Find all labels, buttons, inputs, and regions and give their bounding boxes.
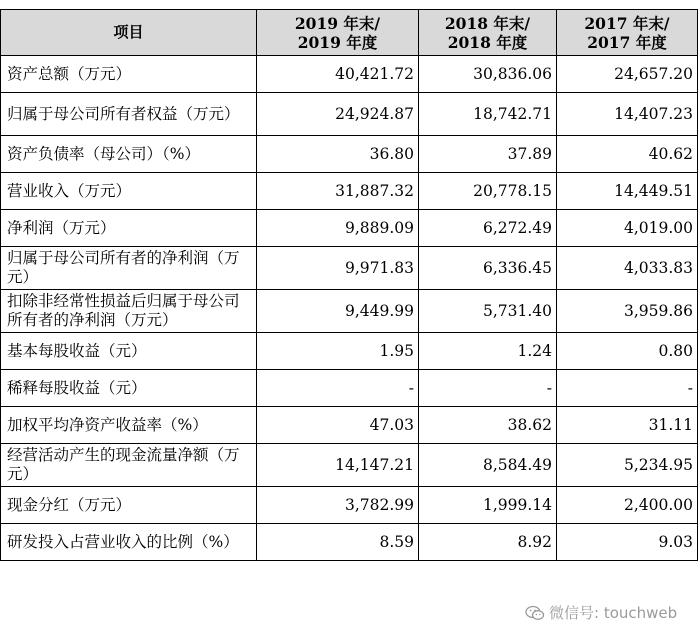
value-2018: 6,272.49 xyxy=(419,210,557,247)
value-2019: 8.59 xyxy=(257,524,419,561)
header-2017 xyxy=(557,10,698,56)
row-label: 加权平均净资产收益率（%） xyxy=(1,407,257,444)
header-2019-line1: 2019 年末/ xyxy=(294,13,381,33)
value-2018: 5,731.40 xyxy=(419,290,557,333)
value-2019: 9,449.99 xyxy=(257,290,419,333)
row-label: 经营活动产生的现金流量净额（万元） xyxy=(1,444,257,487)
value-2019: 1.95 xyxy=(257,333,419,370)
row-label: 扣除非经常性损益后归属于母公司所有者的净利润（万元） xyxy=(1,290,257,333)
value-2019: 9,971.83 xyxy=(257,247,419,290)
value-2019: 40,421.72 xyxy=(257,56,419,93)
value-2017: 31.11 xyxy=(557,407,698,444)
value-2019: 31,887.32 xyxy=(257,173,419,210)
value-2019: 24,924.87 xyxy=(257,93,419,136)
header-2018-line2: 2018 年度 xyxy=(447,32,528,52)
value-2017: 9.03 xyxy=(557,524,698,561)
value-2018: 8.92 xyxy=(419,524,557,561)
row-label: 归属于母公司所有者的净利润（万元） xyxy=(1,247,257,290)
table-row xyxy=(1,56,698,93)
value-2017: 3,959.86 xyxy=(557,290,698,333)
value-2019: 14,147.21 xyxy=(257,444,419,487)
table-header-row xyxy=(1,10,698,56)
table-row xyxy=(1,407,698,444)
header-2017-line1: 2017 年末/ xyxy=(584,13,670,33)
value-2019: 3,782.99 xyxy=(257,487,419,524)
table-row xyxy=(1,136,698,173)
table-row xyxy=(1,93,698,136)
value-2018: 30,836.06 xyxy=(419,56,557,93)
row-label: 研发投入占营业收入的比例（%） xyxy=(1,524,257,561)
table-row xyxy=(1,444,698,487)
value-2017: 4,033.83 xyxy=(557,247,698,290)
header-2019 xyxy=(257,10,419,56)
header-item: 项目 xyxy=(1,10,257,56)
value-2018: 20,778.15 xyxy=(419,173,557,210)
row-label: 基本每股收益（元） xyxy=(1,333,257,370)
value-2019: 36.80 xyxy=(257,136,419,173)
value-2018: 18,742.71 xyxy=(419,93,557,136)
row-label: 稀释每股收益（元） xyxy=(1,370,257,407)
value-2018: 1.24 xyxy=(419,333,557,370)
header-2018-line1: 2018 年末/ xyxy=(444,13,531,33)
value-2017: 40.62 xyxy=(557,136,698,173)
value-2017: 0.80 xyxy=(557,333,698,370)
table-row xyxy=(1,290,698,333)
table-row xyxy=(1,487,698,524)
row-label: 资产总额（万元） xyxy=(1,56,257,93)
financial-table xyxy=(0,9,698,561)
wechat-icon xyxy=(525,605,545,621)
value-2017: 14,449.51 xyxy=(557,173,698,210)
value-2018: - xyxy=(419,370,557,407)
row-label: 归属于母公司所有者权益（万元） xyxy=(1,93,257,136)
header-2019-line2: 2019 年度 xyxy=(297,32,378,52)
value-2018: 1,999.14 xyxy=(419,487,557,524)
table-row xyxy=(1,333,698,370)
value-2017: 2,400.00 xyxy=(557,487,698,524)
table-row xyxy=(1,210,698,247)
value-2018: 8,584.49 xyxy=(419,444,557,487)
watermark-text: 微信号: touchweb xyxy=(549,604,678,622)
value-2018: 6,336.45 xyxy=(419,247,557,290)
value-2017: - xyxy=(557,370,698,407)
row-label: 净利润（万元） xyxy=(1,210,257,247)
row-label: 资产负债率（母公司）（%） xyxy=(1,136,257,173)
table-row xyxy=(1,173,698,210)
value-2019: 9,889.09 xyxy=(257,210,419,247)
value-2019: - xyxy=(257,370,419,407)
table-row xyxy=(1,370,698,407)
header-2018 xyxy=(419,10,557,56)
value-2018: 38.62 xyxy=(419,407,557,444)
value-2017: 5,234.95 xyxy=(557,444,698,487)
value-2018: 37.89 xyxy=(419,136,557,173)
value-2017: 24,657.20 xyxy=(557,56,698,93)
header-2017-line2: 2017 年度 xyxy=(587,32,667,52)
wechat-watermark xyxy=(525,602,677,623)
row-label: 营业收入（万元） xyxy=(1,173,257,210)
table-row xyxy=(1,247,698,290)
value-2017: 14,407.23 xyxy=(557,93,698,136)
table-row xyxy=(1,524,698,561)
row-label: 现金分红（万元） xyxy=(1,487,257,524)
value-2017: 4,019.00 xyxy=(557,210,698,247)
value-2019: 47.03 xyxy=(257,407,419,444)
